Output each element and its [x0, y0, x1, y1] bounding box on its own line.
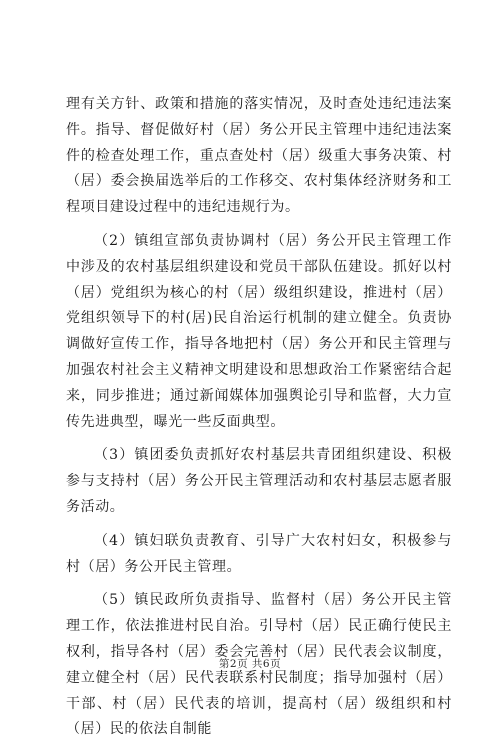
paragraph-item-5: （5）镇民政所负责指导、监督村（居）务公开民主管理工作，依法推进村民自治。引导村（居）民正确行使民主权利，指导各村（居）委会完善村（居）民代表会议制度，建立健全村（居）民代表联系村民制度；指导加强村（居）干部、村（居）民代表的培训，提高村（居）级组织和村（居）民的依法自制能: [66, 592, 452, 738]
paragraph-continued: 理有关方针、政策和措施的落实情况，及时查处违纪违法案件。指导、督促做好村（居）务公开民主管理中违纪违法案件的检查处理工作，重点查处村（居）级重大事务决策、村（居）委会换届选举后的工作移交、农村集体经济财务和工程项目建设过程中的违纪违规行为。: [66, 96, 452, 216]
page-number-footer: 第2页 共6页: [218, 658, 282, 670]
paragraph-item-2: （2）镇组宣部负责协调村（居）务公开民主管理工作中涉及的农村基层组织建设和党员干部队伍建设。抓好以村（居）党组织为核心的村（居）级组织建设，推进村（居）党组织领导下的村(居)民自治运行机制的建立健全。负责协调做好宣传工作，指导各地把村（居）务公开和民主管理与加强农村社会主义精神文明建设和思想政治工作紧密结合起来，同步推进；通过新闻媒体加强舆论引导和监督，大力宣传先进典型，曝光一些反面典型。: [66, 232, 452, 430]
paragraph-item-4: （4）镇妇联负责教育、引导广大农村妇女，积极参与村（居）务公开民主管理。: [66, 532, 452, 575]
document-body: [66, 92, 452, 751]
paragraph-item-3: （3）镇团委负责抓好农村基层共青团组织建设、积极参与支持村（居）务公开民主管理活动和农村基层志愿者服务活动。: [66, 447, 452, 515]
